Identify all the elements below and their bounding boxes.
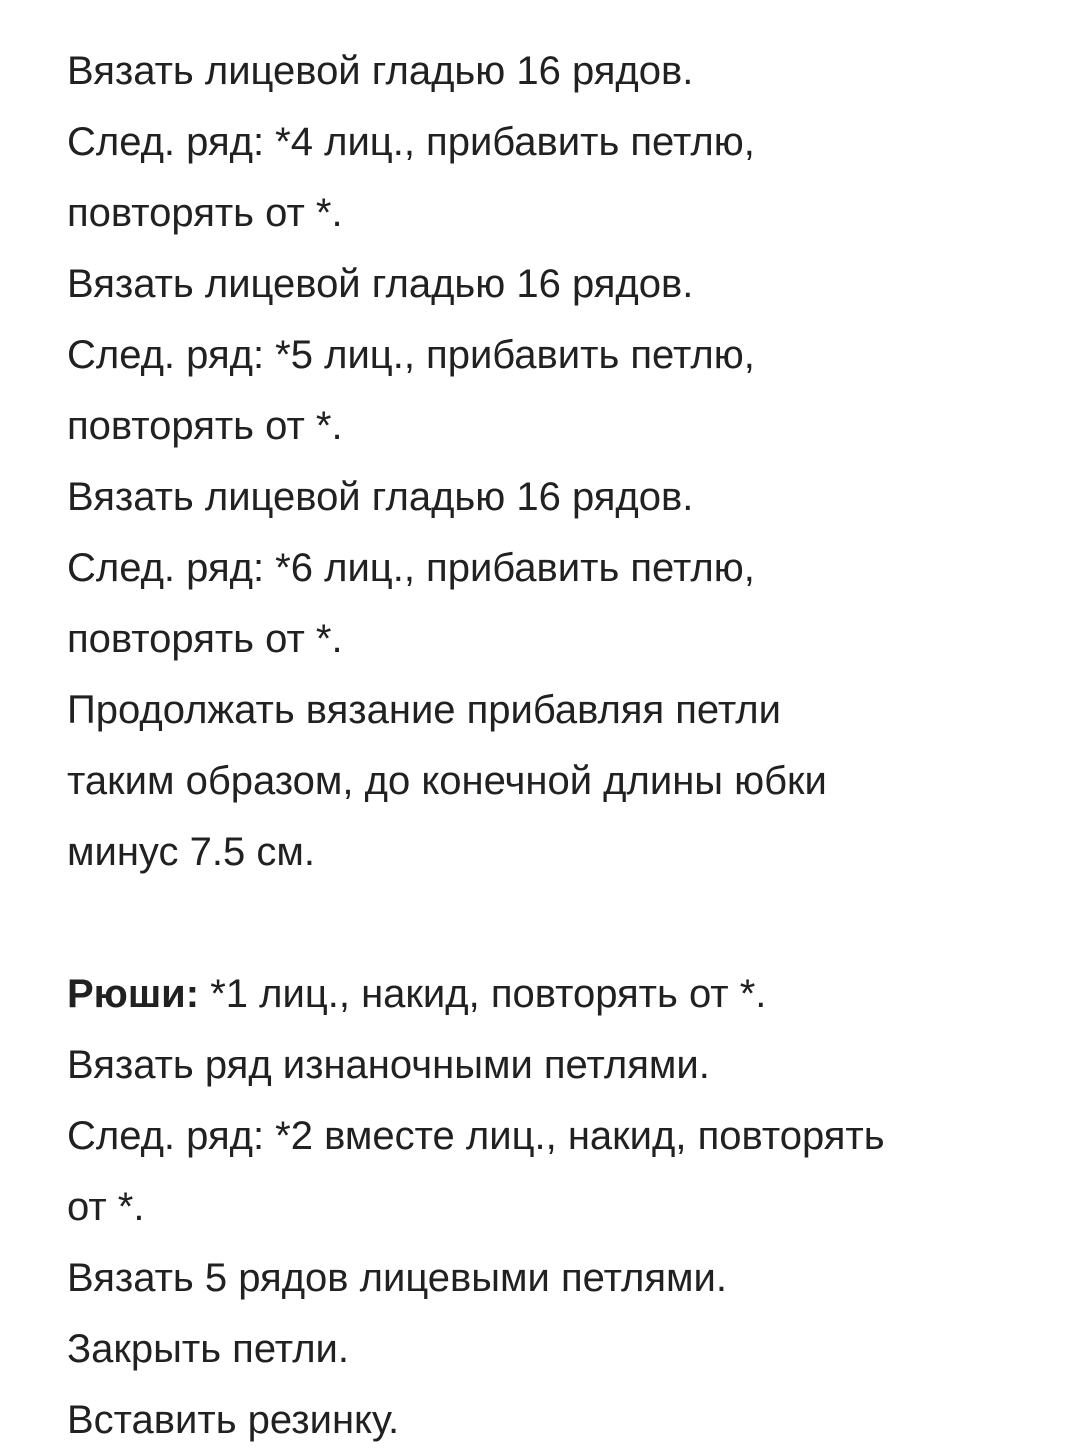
text-line: След. ряд: *2 вместе лиц., накид, повторять bbox=[67, 1114, 885, 1158]
text-line: минус 7.5 см. bbox=[67, 830, 315, 874]
text-line: Вязать лицевой гладью 16 рядов. bbox=[67, 262, 694, 306]
text-line: от *. bbox=[67, 1185, 145, 1229]
text-line: След. ряд: *4 лиц., прибавить петлю, bbox=[67, 120, 755, 164]
text-line: Вязать лицевой гладью 16 рядов. bbox=[67, 475, 694, 519]
text-line: повторять от *. bbox=[67, 617, 343, 661]
text-line: Продолжать вязание прибавляя петли bbox=[67, 688, 781, 732]
ruffles-heading: Рюши: bbox=[67, 972, 200, 1016]
text-line: повторять от *. bbox=[67, 191, 343, 235]
text-line: повторять от *. bbox=[67, 404, 343, 448]
text-line: След. ряд: *6 лиц., прибавить петлю, bbox=[67, 546, 755, 590]
paragraph-spacer bbox=[67, 888, 1057, 959]
text-line: Вязать ряд изнаночными петлями. bbox=[67, 1043, 710, 1087]
ruffles-first-line-text: *1 лиц., накид, повторять от *. bbox=[199, 972, 767, 1016]
document-body bbox=[67, 36, 1057, 1456]
text-line: таким образом, до конечной длины юбки bbox=[67, 759, 827, 803]
text-line: Вставить резинку. bbox=[67, 1398, 400, 1442]
text-line: Вязать 5 рядов лицевыми петлями. bbox=[67, 1256, 727, 1300]
text-line: След. ряд: *5 лиц., прибавить петлю, bbox=[67, 333, 755, 377]
text-line: Закрыть петли. bbox=[67, 1327, 349, 1371]
ruffles-first-line bbox=[67, 959, 1057, 1030]
text-line: Вязать лицевой гладью 16 рядов. bbox=[67, 49, 694, 93]
